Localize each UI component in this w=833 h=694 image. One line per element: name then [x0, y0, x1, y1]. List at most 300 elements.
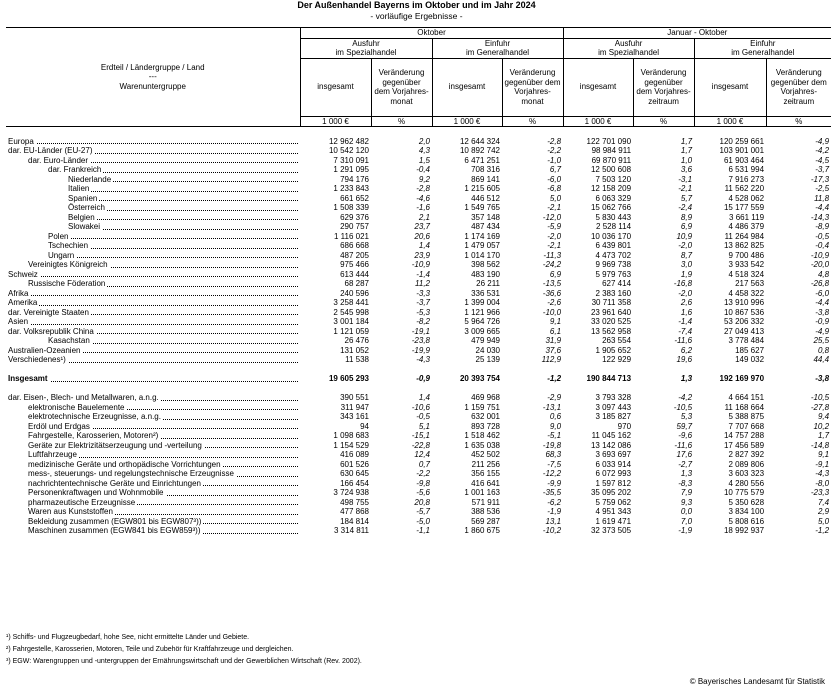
table-row: [6, 441, 831, 451]
table-row: [6, 393, 831, 403]
value-cell: 185 627: [735, 345, 765, 355]
row-header-label-2: ---: [148, 72, 157, 82]
change-cell: -10,0: [542, 307, 562, 317]
table-row: [6, 165, 831, 175]
row-label: dar. EU-Länder (EU-27): [6, 146, 300, 156]
total-header: insgesamt: [300, 58, 371, 116]
value-cell: 192 169 970: [719, 374, 765, 383]
change-cell: -36,6: [542, 288, 562, 298]
change-cell: 44,4: [813, 355, 830, 364]
change-cell: -1,2: [547, 374, 562, 383]
change-header: Veränderung gegenüber dem Vorjahres-monat: [371, 58, 432, 116]
change-cell: -23,3: [810, 488, 830, 497]
change-cell: -0,5: [815, 231, 830, 241]
row-label: Russische Föderation: [6, 279, 300, 289]
value-cell: 1 116 021: [334, 231, 369, 241]
row-label: dar. Frankreich: [6, 165, 300, 175]
value-cell: 311 947: [340, 402, 369, 412]
change-cell: -8,2: [416, 317, 430, 326]
value-cell: 3 834 100: [728, 507, 765, 516]
total-header: insgesamt: [432, 58, 502, 116]
value-cell: 7 916 273: [728, 174, 765, 184]
change-cell: 6,9: [680, 222, 693, 231]
value-cell: 19 605 293: [328, 374, 369, 383]
change-cell: -6,8: [547, 184, 562, 193]
import-header: Einfuhr: [432, 38, 563, 48]
value-cell: 975 466: [340, 260, 369, 269]
change-cell: 13,1: [545, 516, 562, 526]
table-row: [6, 517, 831, 527]
change-cell: -8,3: [678, 478, 693, 488]
table-row: [6, 460, 831, 470]
change-cell: -14,3: [810, 212, 830, 222]
trade-table: [6, 27, 831, 536]
change-cell: -11,6: [674, 440, 693, 450]
total-header: insgesamt: [694, 58, 766, 116]
special-trade-header: im Spezialhandel: [300, 48, 432, 58]
value-cell: 487 205: [340, 250, 369, 260]
special-trade-header: im Spezialhandel: [563, 48, 694, 58]
change-cell: -4,9: [815, 136, 830, 146]
table-row: [6, 327, 831, 337]
change-cell: -0,4: [815, 241, 830, 250]
unit-pct: %: [502, 116, 563, 127]
change-cell: -4,2: [678, 393, 693, 402]
change-cell: 5,1: [418, 421, 430, 431]
row-label: Italien: [6, 184, 300, 194]
value-cell: 15 177 559: [723, 203, 765, 212]
value-cell: 27 049 413: [723, 326, 765, 336]
table-row: [6, 137, 831, 147]
import-header: Einfuhr: [694, 38, 831, 48]
value-cell: 190 844 713: [586, 374, 632, 383]
change-cell: 3,0: [680, 260, 693, 269]
value-cell: 398 562: [471, 260, 500, 269]
change-cell: -5,9: [547, 222, 562, 231]
general-trade-header: im Generalhandel: [432, 48, 563, 58]
value-cell: 122 929: [602, 355, 632, 364]
change-cell: -1,4: [416, 269, 430, 279]
value-cell: 1 001 163: [464, 488, 500, 497]
value-cell: 469 968: [471, 393, 500, 402]
table-row: [6, 374, 831, 384]
value-cell: 11 264 984: [724, 231, 765, 241]
change-cell: 19,6: [676, 355, 693, 364]
value-cell: 35 095 202: [590, 488, 632, 497]
change-cell: 1,3: [680, 374, 693, 383]
unit-value: 1 000 €: [563, 116, 633, 127]
value-cell: 388 536: [471, 507, 500, 516]
table-row: [6, 270, 831, 280]
change-cell: 9,4: [817, 412, 830, 421]
table-row: [6, 526, 831, 536]
value-cell: 3 314 811: [334, 526, 369, 535]
row-label: Spanien: [6, 194, 300, 204]
change-cell: 7,9: [680, 488, 693, 497]
change-cell: -0,4: [416, 165, 430, 174]
table-body: [6, 137, 831, 536]
change-cell: -3,8: [815, 307, 830, 317]
value-cell: 32 373 505: [590, 526, 632, 535]
unit-pct: %: [633, 116, 694, 127]
value-cell: 686 668: [340, 241, 369, 250]
value-cell: 4 280 556: [728, 478, 765, 488]
value-cell: 1 014 170: [464, 250, 500, 260]
value-cell: 569 287: [471, 516, 500, 526]
value-cell: 1 098 683: [333, 431, 369, 440]
change-cell: -2,8: [547, 136, 562, 146]
change-cell: -3,3: [416, 288, 430, 298]
value-cell: 7 707 668: [728, 421, 765, 431]
row-label: Waren aus Kunststoffen: [6, 507, 300, 517]
unit-pct: %: [371, 116, 432, 127]
change-cell: 6,7: [549, 165, 562, 174]
row-label: Insgesamt: [6, 374, 300, 384]
change-cell: -0,5: [416, 412, 430, 421]
table-row: [6, 498, 831, 508]
change-cell: 1,0: [680, 155, 693, 165]
table-row: [6, 346, 831, 356]
value-cell: 3 933 542: [728, 260, 765, 269]
row-label: Australien-Ozeanien: [6, 346, 300, 356]
page-title: Der Außenhandel Bayerns im Oktober und im Jahr 2024: [297, 0, 536, 10]
value-cell: 4 458 322: [728, 288, 765, 298]
value-cell: 11 538: [345, 355, 369, 364]
change-cell: -10,9: [411, 260, 430, 269]
unit-value: 1 000 €: [432, 116, 502, 127]
row-label: Schweiz: [6, 270, 300, 280]
value-cell: 1 860 675: [464, 526, 500, 535]
value-cell: 5 350 628: [728, 497, 765, 507]
value-cell: 290 757: [340, 222, 369, 231]
change-cell: -1,9: [678, 526, 693, 535]
change-header: Veränderung gegenüber dem Vorjahres-zeitraum: [766, 58, 831, 116]
change-cell: -19,1: [411, 326, 430, 336]
change-cell: 37,6: [545, 345, 562, 355]
footnote-2: ²) Fahrgestelle, Karosserien, Motoren, Teile und Zubehör für Kraftfahrzeuge und dergleichen.: [6, 646, 294, 653]
change-cell: 2,6: [680, 298, 693, 307]
value-cell: 571 911: [471, 497, 500, 507]
change-cell: -10,5: [810, 393, 830, 402]
row-label: Asien: [6, 317, 300, 327]
change-cell: -2,7: [678, 459, 693, 469]
row-label: Polen: [6, 232, 300, 242]
value-cell: 1 905 652: [595, 345, 632, 355]
change-cell: -2,0: [547, 231, 562, 241]
change-cell: -3,7: [815, 165, 830, 174]
change-cell: -2,0: [678, 241, 693, 250]
value-cell: 11 562 220: [724, 184, 765, 193]
value-cell: 601 526: [340, 459, 369, 469]
value-cell: 5 388 875: [728, 412, 765, 421]
value-cell: 217 563: [735, 279, 765, 288]
change-cell: 17,6: [676, 450, 693, 459]
change-cell: 9,1: [817, 450, 830, 459]
value-cell: 6 439 801: [595, 241, 632, 250]
change-cell: -7,4: [678, 326, 693, 336]
change-cell: 2,1: [418, 212, 430, 222]
change-cell: -7,5: [547, 459, 562, 469]
change-cell: 1,4: [418, 393, 430, 402]
value-cell: 5 808 616: [728, 516, 765, 526]
change-cell: -24,2: [542, 260, 562, 269]
change-cell: -2,6: [547, 298, 562, 307]
value-cell: 1 399 004: [464, 298, 500, 307]
change-cell: -6,2: [547, 497, 562, 507]
period-header-ytd: Januar - Oktober: [563, 28, 831, 39]
change-cell: 3,6: [680, 165, 693, 174]
value-cell: 11 168 664: [724, 402, 765, 412]
change-cell: -4,5: [815, 155, 830, 165]
table-row: [6, 260, 831, 270]
value-cell: 483 190: [471, 269, 500, 279]
table-row: [6, 146, 831, 156]
table-row: [6, 213, 831, 223]
table-row: [6, 336, 831, 346]
footnote-3: ³) EGW: Warengruppen und -untergruppen der Ernährungswirtschaft und der Gewerblichen Wirtschaft (Rev. 2002).: [6, 658, 362, 665]
change-cell: 59,7: [676, 421, 693, 431]
value-cell: 487 434: [471, 222, 500, 231]
value-cell: 131 052: [340, 345, 369, 355]
change-cell: -4,9: [815, 326, 830, 336]
table-row: [6, 175, 831, 185]
value-cell: 1 619 471: [595, 516, 632, 526]
value-cell: 446 512: [471, 193, 500, 203]
table-row: [6, 422, 831, 432]
table-row: [6, 479, 831, 489]
value-cell: 13 862 825: [723, 241, 765, 250]
change-cell: -5,6: [416, 488, 430, 497]
change-cell: -17,3: [810, 174, 830, 184]
change-cell: 25,5: [813, 336, 830, 345]
value-cell: 3 009 665: [464, 326, 500, 336]
change-cell: 6,9: [549, 269, 562, 279]
value-cell: 61 903 464: [723, 155, 765, 165]
value-cell: 3 001 184: [333, 317, 369, 326]
row-label: medizinische Geräte und orthopädische Vorrichtungen: [6, 460, 300, 470]
change-cell: 9,2: [418, 174, 430, 184]
value-cell: 10 775 579: [723, 488, 765, 497]
value-cell: 632 001: [471, 412, 500, 421]
row-label: Amerika: [6, 298, 300, 308]
change-cell: 1,7: [680, 146, 693, 155]
value-cell: 9 700 486: [728, 250, 765, 260]
export-header: Ausfuhr: [563, 38, 694, 48]
general-trade-header: im Generalhandel: [694, 48, 831, 58]
change-cell: 0,0: [680, 507, 693, 516]
table-row: [6, 232, 831, 242]
change-cell: 1,4: [418, 241, 430, 250]
value-cell: 3 097 443: [595, 402, 632, 412]
change-cell: -15,1: [411, 431, 430, 440]
row-label: dar. Volksrepublik China: [6, 327, 300, 337]
change-cell: -12,0: [542, 212, 562, 222]
change-cell: -3,7: [416, 298, 430, 307]
change-cell: -4,3: [815, 469, 830, 478]
change-header: Veränderung gegenüber dem Vorjahres-monat: [502, 58, 563, 116]
spacer-row: [6, 384, 831, 394]
change-cell: 5,0: [549, 193, 562, 203]
change-cell: -19,9: [411, 345, 430, 355]
value-cell: 869 141: [471, 174, 500, 184]
value-cell: 10 892 742: [459, 146, 500, 155]
change-cell: -9,1: [815, 459, 830, 469]
change-cell: -4,6: [416, 193, 430, 203]
change-cell: 2,0: [418, 136, 430, 146]
row-label: Personenkraftwagen und Wohnmobile: [6, 488, 300, 498]
change-cell: -10,2: [542, 526, 562, 535]
value-cell: 98 984 911: [591, 146, 632, 155]
value-cell: 33 020 525: [590, 317, 632, 326]
change-cell: -1,4: [678, 317, 693, 326]
value-cell: 4 486 379: [728, 222, 765, 231]
value-cell: 6 471 251: [464, 155, 500, 165]
value-cell: 103 901 001: [719, 146, 765, 155]
value-cell: 1 233 843: [333, 184, 369, 193]
change-cell: -0,9: [815, 317, 830, 326]
change-cell: -2,0: [678, 288, 693, 298]
value-cell: 94: [360, 421, 369, 431]
change-cell: -4,3: [416, 355, 430, 364]
value-cell: 240 596: [340, 288, 369, 298]
value-cell: 12 158 209: [590, 184, 632, 193]
change-header: Veränderung gegenüber dem Vorjahres-zeitraum: [633, 58, 694, 116]
value-cell: 3 661 119: [729, 212, 765, 222]
value-cell: 14 757 288: [723, 431, 765, 440]
change-cell: 1,6: [680, 307, 693, 317]
page-subtitle: - vorläufige Ergebnisse -: [370, 11, 463, 21]
value-cell: 68 287: [344, 279, 369, 288]
value-cell: 1 121 059: [333, 326, 369, 336]
change-cell: 4,8: [817, 269, 830, 279]
unit-value: 1 000 €: [300, 116, 371, 127]
change-cell: -9,6: [678, 431, 693, 440]
row-label: dar. Eisen-, Blech- und Metallwaren, a.n.g.: [6, 393, 300, 403]
change-cell: -0,9: [416, 374, 430, 383]
change-cell: 8,7: [680, 250, 693, 260]
unit-value: 1 000 €: [694, 116, 766, 127]
change-cell: 9,3: [680, 497, 693, 507]
table-row: [6, 289, 831, 299]
value-cell: 6 531 994: [728, 165, 765, 174]
change-cell: -8,9: [815, 222, 830, 231]
export-header: Ausfuhr: [300, 38, 432, 48]
value-cell: 416 641: [471, 478, 500, 488]
value-cell: 3 793 328: [595, 393, 632, 402]
row-label: dar. Vereinigte Staaten: [6, 308, 300, 318]
row-label: Österreich: [6, 203, 300, 213]
value-cell: 1 159 751: [464, 402, 500, 412]
value-cell: 3 693 697: [595, 450, 632, 459]
change-cell: 5,7: [680, 193, 693, 203]
value-cell: 166 454: [340, 478, 369, 488]
row-label: Fahrgestelle, Karosserien, Motoren²): [6, 431, 300, 441]
change-cell: 0,6: [549, 412, 562, 421]
value-cell: 18 992 937: [723, 526, 765, 535]
value-cell: 13 562 958: [590, 326, 632, 336]
value-cell: 69 870 911: [591, 155, 632, 165]
value-cell: 1 174 169: [464, 231, 500, 241]
change-cell: -1,9: [547, 507, 562, 516]
value-cell: 13 910 996: [723, 298, 765, 307]
change-cell: -27,8: [810, 402, 830, 412]
value-cell: 970: [617, 421, 632, 431]
table-row: [6, 355, 831, 365]
row-label: pharmazeutische Erzeugnisse: [6, 498, 300, 508]
value-cell: 11 045 162: [591, 431, 632, 440]
value-cell: 661 652: [340, 193, 369, 203]
change-cell: 9,0: [549, 421, 562, 431]
value-cell: 1 549 765: [464, 203, 500, 212]
row-label: Tschechien: [6, 241, 300, 251]
value-cell: 13 142 086: [590, 440, 632, 450]
value-cell: 12 500 608: [590, 165, 632, 174]
value-cell: 343 161: [340, 412, 369, 421]
value-cell: 356 155: [471, 469, 500, 478]
row-label: elektrotechnische Erzeugnisse, a.n.g.: [6, 412, 300, 422]
value-cell: 24 030: [475, 345, 500, 355]
change-cell: 5,3: [680, 412, 693, 421]
value-cell: 17 456 589: [723, 440, 765, 450]
value-cell: 6 063 329: [595, 193, 632, 203]
table-row: [6, 412, 831, 422]
value-cell: 4 951 343: [595, 507, 632, 516]
spacer-row: [6, 365, 831, 375]
value-cell: 23 961 640: [590, 307, 632, 317]
table-row: [6, 403, 831, 413]
change-cell: -2,5: [815, 184, 830, 193]
value-cell: 122 701 090: [586, 136, 632, 146]
change-cell: 1,7: [680, 136, 693, 146]
value-cell: 53 206 332: [723, 317, 765, 326]
value-cell: 4 518 324: [728, 269, 765, 279]
change-cell: 0,8: [817, 345, 830, 355]
change-cell: 11,2: [415, 279, 430, 288]
change-cell: -26,8: [810, 279, 830, 288]
change-cell: 68,3: [545, 450, 562, 459]
value-cell: 390 551: [340, 393, 369, 402]
table-row: [6, 298, 831, 308]
row-label: dar. Euro-Länder: [6, 156, 300, 166]
row-label: Luftfahrzeuge: [6, 450, 300, 460]
change-cell: 1,3: [680, 469, 693, 478]
value-cell: 2 089 806: [728, 459, 765, 469]
table-row: [6, 156, 831, 166]
change-cell: -35,5: [542, 488, 562, 497]
change-cell: -19,8: [542, 440, 562, 450]
value-cell: 1 121 966: [464, 307, 500, 317]
value-cell: 149 032: [735, 355, 765, 364]
row-label: Europa: [6, 137, 300, 147]
value-cell: 2 528 114: [596, 222, 632, 231]
row-header-label-3: Warenuntergruppe: [119, 81, 186, 91]
table-row: [6, 469, 831, 479]
change-cell: 20,6: [414, 231, 430, 241]
value-cell: 10 036 170: [590, 231, 632, 241]
value-cell: 5 964 726: [464, 317, 500, 326]
change-cell: -1,6: [416, 203, 430, 212]
change-cell: -2,9: [547, 393, 562, 402]
value-cell: 1 518 462: [464, 431, 500, 440]
table-row: [6, 203, 831, 213]
change-cell: 2,9: [817, 507, 830, 516]
change-cell: 23,7: [414, 222, 430, 231]
change-cell: -22,8: [411, 440, 430, 450]
table-row: [6, 507, 831, 517]
change-cell: -23,8: [411, 336, 430, 345]
row-label: elektronische Bauelemente: [6, 403, 300, 413]
row-label: Niederlande: [6, 175, 300, 185]
